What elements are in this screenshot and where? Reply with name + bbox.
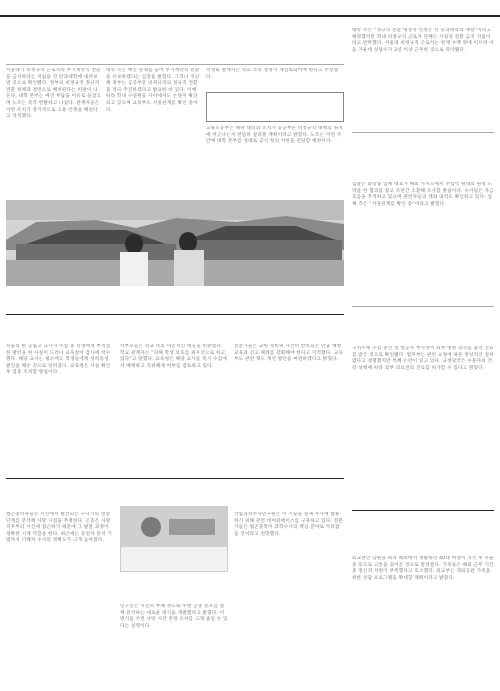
bottom-right-body: 외교관인 남편을 따라 해외에서 생활하던 40대 여성이 귀국 후 우울증 등으로 고통을 겪어온 것으로 알려졌다. 가족들은 해외 근무 기간 중 정신적 지원이 부족했다고 호소했다. 외교부는 재외공관 가족을 위한 상담 프로그램을 확대할 계획이라고 밝혔다. [352,556,494,581]
lead-body-col-3a: 학생회 관계자는 학교 측의 결정이 재검토되어야 한다고 주장했다. [206,68,339,80]
bottom-mid-body: 연구진은 시신의 부패 정도와 주변 곤충 분포를 함께 분석하는 새로운 방식을 개발했다고 밝혔다. 이 방식을 쓰면 사망 시간 추정 오차를 크게 줄일 수 있다는 설명이다. [120,604,228,629]
lead-body-col-2: 대학 측은 예산 문제를 들어 무기계약직 전환을 유보하겠다는 입장을 밝혔다. 그러나 지난해 정부는 공공부문 비정규직의 정규직 전환을 적극 추진하겠다고 발표한 바 있다. 이에 따라 학내 구성원들 사이에서도 논란이 확산되고 있으며 교육부도 사실관계를 확인 중이다. [106,68,200,113]
lead-sidebar [206,92,344,122]
palace-photo-image [6,200,344,286]
bottom-left-body: 법곤충학자들은 시신에서 발견되는 구더기의 성장 단계를 분석해 사망 시점을 추정한다. 곤충은 사망 직후부터 시신에 접근하기 때문에 그 발달 과정이 정확한 시계 역할을 한다. 최근에는 유전자 분석 기법까지 더해져 수사의 정확도가 크게 높아졌다. [6,512,113,544]
right-mid-body: 구치소에 수감 중인 전 항공사 부사장이 외부 병원 의사를 불러 진료를 받은 것으로 확인됐다. 법무부는 관련 규정에 따른 정상적인 절차였다고 설명했지만 특혜 논란이 일고 있다. 교정당국은 수용자의 건강 상태에 따라 외부 의료진의 진료를 허가할 수 있다고 밝혔다. [352,346,494,371]
photo-story-body-1: 서울의 한 공립고 교사가 수업 중 학생에게 부적절한 발언을 한 사실이 드러나 교육청이 감사에 착수했다. 해당 교사는 평소에도 학생들에게 성희롱성 발언을 해온 것으로 알려졌다. 교육청은 사실 확인 후 엄중 조치할 방침이다. [6,344,111,376]
ad-title [121,551,227,555]
photo-story-body-2: 학부모들은 학교 측의 미온적인 대응을 비판했다. 학교 관계자는 “피해 학생 보호를 최우선으로 하고 있다”고 말했다. 교육청은 해당 교사를 즉시 수업에서 배제하고 직위해제 여부를 검토하고 있다. [120,344,227,369]
ad-box [120,506,228,572]
photo-story-body-3: 전문가들은 교원 성비위 사건이 반복되는 만큼 예방 교육과 신고 체계를 강화해야 한다고 지적했다. 교육부도 관련 제도 개선 방안을 마련하겠다고 밝혔다. [234,344,344,363]
lead-body-col-1: 서울대가 비정규직 근로자의 무기계약직 전환을 금지하라는 지침을 각 단과대학에 내려보낸 것으로 확인됐다. 정부의 비정규직 정규직 전환 정책과 정면으로 배치된다는 비판이 나온다. 대학 본부는 예산 부담을 이유로 들었으며 노조는 즉각 반발하고 나섰다. 관계자들은 이번 조치가 장기적으로 고용 안정을 해친다고 지적했다. [6,68,102,120]
photo-hanbok-palace [6,200,344,286]
bottom-mid-body-2: 국립과학수사연구원은 이 기술을 실제 수사에 활용하기 위해 관련 데이터베이스를 구축하고 있다. 전문가들은 법곤충학이 과학수사의 핵심 분야로 자리잡을 것이라고 전망했다. [234,512,344,537]
right-top-body: 대학 측은 “정규직 전환 대상자 선정은 각 단과대학의 재량”이라고 해명했지만 학내 비정규직 근로자 단체는 사실상 전환 금지 지침이라고 반박했다. 서울대 비정규직 근로자는 현재 수백 명에 이르며 이들 가운데 상당수가 2년 이상 근무한 것으로 파악됐다. [352,28,494,53]
lead-body-col-3b: 고용노동부는 해당 대학의 조치가 공공부문 비정규직 대책의 취지에 어긋나는지 면밀히 살펴볼 계획이라고 밝혔다. 노조는 이번 주 안에 대학 본부를 상대로 공식 항의 서한을 전달할 예정이다. [206,126,343,145]
right-top-story-body: 검찰은 화장품 업체 대표가 해외 카지노에서 수십억 원대의 원정 도박을 한 혐의를 잡고 조만간 소환해 조사할 방침이다. 수사팀은 자금 흐름을 추적하고 있으며 관련자들의 계좌 내역도 확인하고 있다. 업체 측은 “사실관계를 확인 중”이라고 밝혔다. [352,182,494,207]
photo-caption [6,288,344,312]
ad-image [121,507,227,547]
page-header [0,0,500,17]
